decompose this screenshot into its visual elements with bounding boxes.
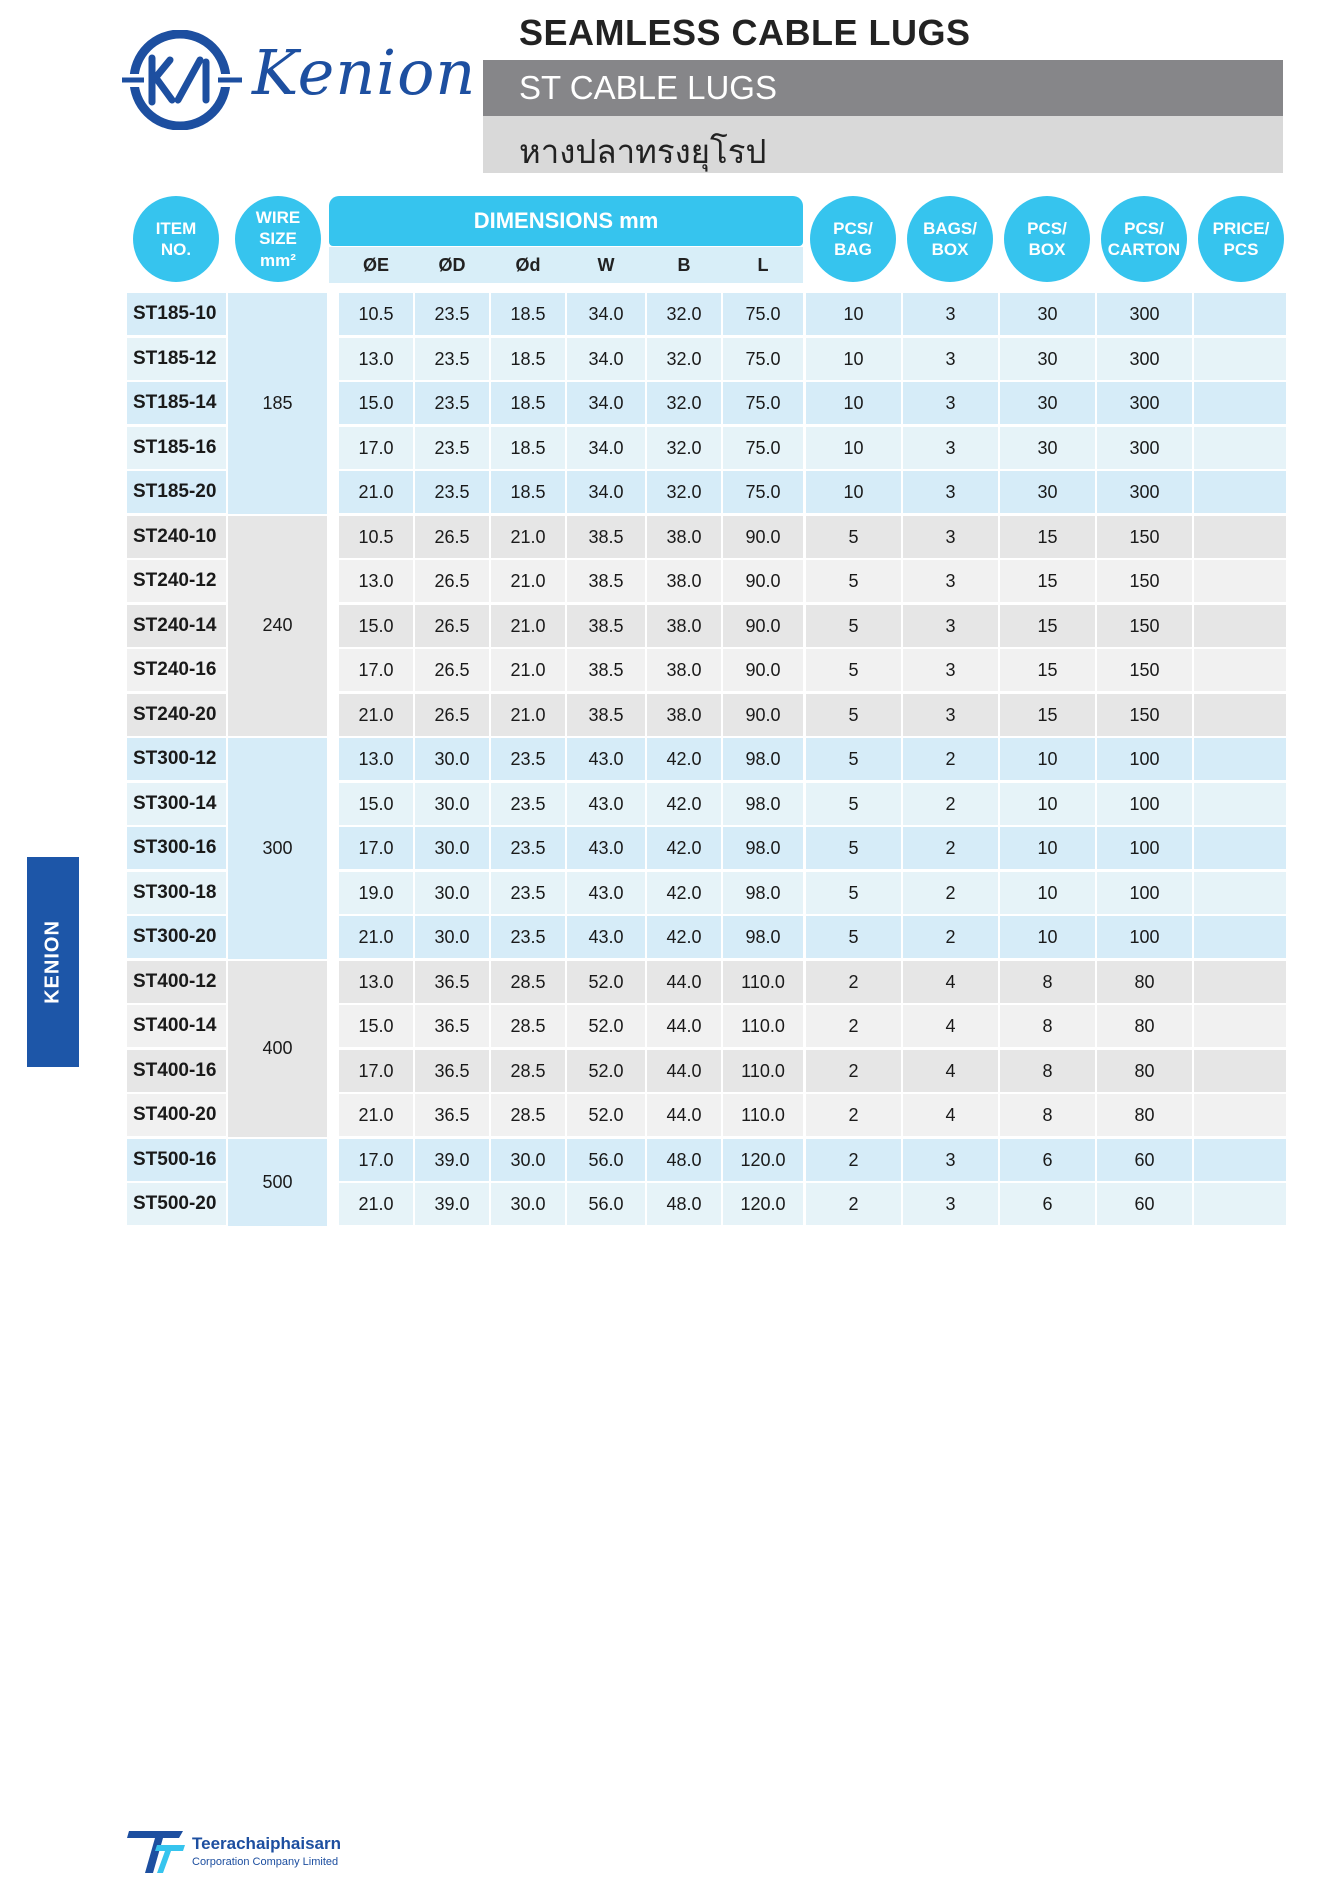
item-no-cell: ST500-20 <box>127 1183 226 1225</box>
table-cell: 3 <box>903 694 998 736</box>
table-cell: 8 <box>1000 1005 1095 1047</box>
table-cell: 30.0 <box>491 1139 565 1181</box>
table-cell: 2 <box>806 1050 901 1092</box>
table-cell: 3 <box>903 560 998 602</box>
table-cell: 39.0 <box>415 1183 489 1225</box>
table-cell: 42.0 <box>647 872 721 914</box>
table-cell: 300 <box>1097 382 1192 424</box>
table-cell: 5 <box>806 916 901 958</box>
table-cell: 32.0 <box>647 338 721 380</box>
table-cell: 10 <box>806 427 901 469</box>
table-cell: 98.0 <box>723 827 803 869</box>
table-cell: 36.5 <box>415 1094 489 1136</box>
table-cell: 18.5 <box>491 471 565 513</box>
table-cell: 26.5 <box>415 560 489 602</box>
table-cell: 3 <box>903 471 998 513</box>
table-cell: 17.0 <box>339 827 413 869</box>
table-cell: 98.0 <box>723 738 803 780</box>
table-cell: 30 <box>1000 338 1095 380</box>
table-cell: 2 <box>806 1183 901 1225</box>
header-bags-box: BAGS/ BOX <box>907 196 993 282</box>
price-cell <box>1194 1094 1286 1136</box>
table-cell: 42.0 <box>647 916 721 958</box>
table-cell: 150 <box>1097 560 1192 602</box>
item-no-cell: ST400-16 <box>127 1050 226 1092</box>
table-cell: 26.5 <box>415 694 489 736</box>
header-dimensions: DIMENSIONS mm <box>329 196 803 246</box>
table-cell: 110.0 <box>723 1050 803 1092</box>
item-no-cell: ST400-12 <box>127 961 226 1003</box>
table-cell: 21.0 <box>491 560 565 602</box>
table-cell: 15 <box>1000 560 1095 602</box>
price-cell <box>1194 382 1286 424</box>
table-cell: 21.0 <box>491 649 565 691</box>
table-cell: 44.0 <box>647 961 721 1003</box>
table-cell: 120.0 <box>723 1139 803 1181</box>
table-cell: 10 <box>806 293 901 335</box>
table-cell: 26.5 <box>415 516 489 558</box>
table-cell: 2 <box>806 1094 901 1136</box>
table-cell: 2 <box>903 738 998 780</box>
table-cell: 30 <box>1000 293 1095 335</box>
price-cell <box>1194 694 1286 736</box>
table-cell: 98.0 <box>723 783 803 825</box>
table-cell: 2 <box>903 827 998 869</box>
table-cell: 3 <box>903 1183 998 1225</box>
table-cell: 30.0 <box>415 783 489 825</box>
table-cell: 21.0 <box>339 1094 413 1136</box>
table-cell: 48.0 <box>647 1139 721 1181</box>
table-cell: 150 <box>1097 516 1192 558</box>
table-cell: 90.0 <box>723 516 803 558</box>
table-cell: 3 <box>903 293 998 335</box>
table-cell: 56.0 <box>567 1183 645 1225</box>
price-cell <box>1194 338 1286 380</box>
price-cell <box>1194 516 1286 558</box>
table-cell: 30.0 <box>415 872 489 914</box>
table-cell: 30.0 <box>415 827 489 869</box>
table-cell: 17.0 <box>339 1050 413 1092</box>
table-cell: 18.5 <box>491 427 565 469</box>
item-no-cell: ST185-14 <box>127 382 226 424</box>
teerachaiphaisarn-logo-icon <box>127 1825 187 1875</box>
table-cell: 6 <box>1000 1183 1095 1225</box>
table-cell: 5 <box>806 827 901 869</box>
table-cell: 98.0 <box>723 872 803 914</box>
price-cell <box>1194 1050 1286 1092</box>
table-cell: 13.0 <box>339 338 413 380</box>
table-cell: 300 <box>1097 338 1192 380</box>
table-cell: 23.5 <box>491 916 565 958</box>
item-no-cell: ST300-12 <box>127 738 226 780</box>
table-cell: 28.5 <box>491 1050 565 1092</box>
table-cell: 90.0 <box>723 605 803 647</box>
table-cell: 3 <box>903 427 998 469</box>
table-cell: 2 <box>903 783 998 825</box>
table-cell: 10 <box>806 471 901 513</box>
table-cell: 38.0 <box>647 694 721 736</box>
table-cell: 52.0 <box>567 1005 645 1047</box>
table-cell: 23.5 <box>491 827 565 869</box>
table-cell: 75.0 <box>723 427 803 469</box>
table-cell: 100 <box>1097 872 1192 914</box>
table-cell: 10.5 <box>339 293 413 335</box>
table-cell: 4 <box>903 1005 998 1047</box>
table-cell: 17.0 <box>339 1139 413 1181</box>
price-cell <box>1194 1139 1286 1181</box>
price-cell <box>1194 649 1286 691</box>
table-cell: 3 <box>903 1139 998 1181</box>
price-cell <box>1194 560 1286 602</box>
dim-subheader: ØD <box>438 255 466 275</box>
table-cell: 3 <box>903 649 998 691</box>
dim-subheader: ØE <box>362 255 389 275</box>
table-cell: 39.0 <box>415 1139 489 1181</box>
table-cell: 8 <box>1000 1094 1095 1136</box>
table-cell: 18.5 <box>491 338 565 380</box>
kenion-logo <box>122 30 482 130</box>
table-cell: 26.5 <box>415 605 489 647</box>
table-cell: 6 <box>1000 1139 1095 1181</box>
table-cell: 52.0 <box>567 961 645 1003</box>
table-cell: 38.0 <box>647 649 721 691</box>
table-cell: 10 <box>1000 738 1095 780</box>
table-cell: 42.0 <box>647 783 721 825</box>
table-cell: 23.5 <box>415 382 489 424</box>
table-cell: 5 <box>806 605 901 647</box>
table-cell: 38.5 <box>567 649 645 691</box>
table-cell: 2 <box>903 916 998 958</box>
table-cell: 43.0 <box>567 738 645 780</box>
table-cell: 5 <box>806 783 901 825</box>
table-cell: 38.5 <box>567 560 645 602</box>
thai-subtitle-band <box>483 116 1283 173</box>
table-cell: 34.0 <box>567 471 645 513</box>
header-price-pcs: PRICE/ PCS <box>1198 196 1284 282</box>
table-cell: 21.0 <box>339 916 413 958</box>
table-cell: 150 <box>1097 694 1192 736</box>
price-cell <box>1194 1183 1286 1225</box>
table-cell: 2 <box>806 1005 901 1047</box>
side-tab <box>27 857 79 1067</box>
price-cell <box>1194 827 1286 869</box>
item-no-cell: ST240-16 <box>127 649 226 691</box>
table-cell: 15.0 <box>339 1005 413 1047</box>
table-cell: 52.0 <box>567 1094 645 1136</box>
subtitle: ST CABLE LUGS <box>519 69 777 106</box>
table-cell: 48.0 <box>647 1183 721 1225</box>
price-cell <box>1194 783 1286 825</box>
price-cell <box>1194 1005 1286 1047</box>
table-cell: 23.5 <box>415 338 489 380</box>
table-cell: 90.0 <box>723 649 803 691</box>
table-cell: 110.0 <box>723 1005 803 1047</box>
wire-size-cell: 300 <box>228 738 327 959</box>
kenion-emblem-icon <box>122 30 242 130</box>
header-pcs-carton: PCS/ CARTON <box>1101 196 1187 282</box>
table-cell: 120.0 <box>723 1183 803 1225</box>
table-cell: 38.0 <box>647 605 721 647</box>
table-cell: 10 <box>1000 783 1095 825</box>
table-cell: 21.0 <box>339 694 413 736</box>
table-cell: 21.0 <box>491 694 565 736</box>
table-cell: 80 <box>1097 1094 1192 1136</box>
table-cell: 32.0 <box>647 382 721 424</box>
table-cell: 100 <box>1097 827 1192 869</box>
item-no-cell: ST300-18 <box>127 872 226 914</box>
table-cell: 30 <box>1000 382 1095 424</box>
table-cell: 44.0 <box>647 1050 721 1092</box>
table-cell: 23.5 <box>491 872 565 914</box>
table-cell: 43.0 <box>567 827 645 869</box>
table-cell: 28.5 <box>491 961 565 1003</box>
table-cell: 5 <box>806 560 901 602</box>
item-no-cell: ST300-14 <box>127 783 226 825</box>
table-cell: 110.0 <box>723 1094 803 1136</box>
table-cell: 10.5 <box>339 516 413 558</box>
table-cell: 34.0 <box>567 338 645 380</box>
item-no-cell: ST185-12 <box>127 338 226 380</box>
table-cell: 10 <box>806 382 901 424</box>
item-no-cell: ST240-10 <box>127 516 226 558</box>
table-cell: 75.0 <box>723 471 803 513</box>
dim-subheader: B <box>677 255 691 275</box>
page-title: SEAMLESS CABLE LUGS <box>519 12 971 53</box>
table-cell: 300 <box>1097 471 1192 513</box>
table-cell: 100 <box>1097 783 1192 825</box>
table-cell: 98.0 <box>723 916 803 958</box>
item-no-cell: ST240-14 <box>127 605 226 647</box>
item-no-cell: ST185-20 <box>127 471 226 513</box>
table-cell: 300 <box>1097 427 1192 469</box>
table-cell: 38.5 <box>567 516 645 558</box>
table-cell: 90.0 <box>723 694 803 736</box>
table-cell: 17.0 <box>339 649 413 691</box>
table-cell: 56.0 <box>567 1139 645 1181</box>
header-wire-size: WIRE SIZE mm² <box>235 196 321 282</box>
table-cell: 10 <box>806 338 901 380</box>
table-cell: 4 <box>903 1050 998 1092</box>
table-cell: 23.5 <box>415 471 489 513</box>
table-cell: 3 <box>903 382 998 424</box>
table-cell: 23.5 <box>491 783 565 825</box>
table-cell: 3 <box>903 605 998 647</box>
table-cell: 23.5 <box>415 293 489 335</box>
table-cell: 100 <box>1097 738 1192 780</box>
price-cell <box>1194 738 1286 780</box>
table-cell: 3 <box>903 338 998 380</box>
table-cell: 44.0 <box>647 1005 721 1047</box>
wire-size-cell: 400 <box>228 961 327 1137</box>
item-no-cell: ST400-20 <box>127 1094 226 1136</box>
table-cell: 43.0 <box>567 872 645 914</box>
table-cell: 3 <box>903 516 998 558</box>
table-cell: 19.0 <box>339 872 413 914</box>
price-cell <box>1194 605 1286 647</box>
table-cell: 150 <box>1097 605 1192 647</box>
dim-subheader: L <box>757 255 769 275</box>
table-cell: 5 <box>806 516 901 558</box>
dim-subheader: W <box>597 255 615 275</box>
table-cell: 15.0 <box>339 605 413 647</box>
table-cell: 8 <box>1000 961 1095 1003</box>
table-cell: 110.0 <box>723 961 803 1003</box>
price-cell <box>1194 872 1286 914</box>
item-no-cell: ST300-16 <box>127 827 226 869</box>
table-cell: 21.0 <box>339 1183 413 1225</box>
table-cell: 28.5 <box>491 1005 565 1047</box>
table-cell: 60 <box>1097 1183 1192 1225</box>
side-tab-label: KENION <box>41 920 64 1004</box>
table-cell: 21.0 <box>491 516 565 558</box>
table-cell: 8 <box>1000 1050 1095 1092</box>
dim-subheader: Ød <box>515 255 541 275</box>
table-cell: 36.5 <box>415 961 489 1003</box>
company-name: Teerachaiphaisarn <box>192 1834 341 1853</box>
item-no-cell: ST400-14 <box>127 1005 226 1047</box>
item-no-cell: ST240-20 <box>127 694 226 736</box>
header-pcs-bag: PCS/ BAG <box>810 196 896 282</box>
table-cell: 42.0 <box>647 738 721 780</box>
table-cell: 10 <box>1000 872 1095 914</box>
table-cell: 15 <box>1000 605 1095 647</box>
table-cell: 36.5 <box>415 1005 489 1047</box>
wire-size-cell: 500 <box>228 1139 327 1226</box>
header-pcs-box: PCS/ BOX <box>1004 196 1090 282</box>
table-cell: 17.0 <box>339 427 413 469</box>
table-cell: 4 <box>903 961 998 1003</box>
price-cell <box>1194 916 1286 958</box>
table-cell: 15.0 <box>339 382 413 424</box>
item-no-cell: ST185-16 <box>127 427 226 469</box>
table-cell: 10 <box>1000 827 1095 869</box>
item-no-cell: ST500-16 <box>127 1139 226 1181</box>
table-cell: 4 <box>903 1094 998 1136</box>
table-cell: 30 <box>1000 427 1095 469</box>
table-cell: 52.0 <box>567 1050 645 1092</box>
table-cell: 5 <box>806 649 901 691</box>
table-cell: 80 <box>1097 1005 1192 1047</box>
table-cell: 2 <box>806 961 901 1003</box>
price-cell <box>1194 293 1286 335</box>
table-cell: 28.5 <box>491 1094 565 1136</box>
header-item-no: ITEM NO. <box>133 196 219 282</box>
table-cell: 75.0 <box>723 382 803 424</box>
table-cell: 38.0 <box>647 560 721 602</box>
table-cell: 18.5 <box>491 382 565 424</box>
table-cell: 30 <box>1000 471 1095 513</box>
table-cell: 2 <box>903 872 998 914</box>
thai-subtitle: หางปลาทรงยุโรป <box>519 133 767 170</box>
price-cell <box>1194 427 1286 469</box>
table-cell: 15 <box>1000 694 1095 736</box>
table-cell: 80 <box>1097 961 1192 1003</box>
table-cell: 5 <box>806 694 901 736</box>
table-cell: 23.5 <box>415 427 489 469</box>
table-cell: 75.0 <box>723 293 803 335</box>
table-cell: 21.0 <box>339 471 413 513</box>
table-cell: 38.0 <box>647 516 721 558</box>
table-cell: 23.5 <box>491 738 565 780</box>
table-cell: 2 <box>806 1139 901 1181</box>
brand-name: Kenion <box>252 36 477 109</box>
table-cell: 38.5 <box>567 605 645 647</box>
table-cell: 60 <box>1097 1139 1192 1181</box>
table-cell: 34.0 <box>567 427 645 469</box>
table-cell: 38.5 <box>567 694 645 736</box>
table-cell: 43.0 <box>567 916 645 958</box>
table-cell: 30.0 <box>415 738 489 780</box>
table-cell: 5 <box>806 872 901 914</box>
item-no-cell: ST185-10 <box>127 293 226 335</box>
table-cell: 10 <box>1000 916 1095 958</box>
table-cell: 34.0 <box>567 382 645 424</box>
wire-size-cell: 240 <box>228 516 327 737</box>
table-cell: 13.0 <box>339 560 413 602</box>
table-cell: 100 <box>1097 916 1192 958</box>
table-cell: 32.0 <box>647 293 721 335</box>
table-cell: 32.0 <box>647 427 721 469</box>
table-cell: 26.5 <box>415 649 489 691</box>
table-cell: 36.5 <box>415 1050 489 1092</box>
table-cell: 42.0 <box>647 827 721 869</box>
item-no-cell: ST240-12 <box>127 560 226 602</box>
table-cell: 300 <box>1097 293 1192 335</box>
table-cell: 13.0 <box>339 738 413 780</box>
table-cell: 5 <box>806 738 901 780</box>
table-cell: 30.0 <box>415 916 489 958</box>
price-cell <box>1194 961 1286 1003</box>
table-cell: 75.0 <box>723 338 803 380</box>
table-cell: 21.0 <box>491 605 565 647</box>
subtitle-band <box>483 60 1283 116</box>
table-cell: 13.0 <box>339 961 413 1003</box>
table-cell: 18.5 <box>491 293 565 335</box>
wire-size-cell: 185 <box>228 293 327 514</box>
table-cell: 150 <box>1097 649 1192 691</box>
table-cell: 15 <box>1000 649 1095 691</box>
table-cell: 80 <box>1097 1050 1192 1092</box>
price-cell <box>1194 471 1286 513</box>
table-cell: 44.0 <box>647 1094 721 1136</box>
table-cell: 43.0 <box>567 783 645 825</box>
item-no-cell: ST300-20 <box>127 916 226 958</box>
table-cell: 32.0 <box>647 471 721 513</box>
table-cell: 15 <box>1000 516 1095 558</box>
table-cell: 34.0 <box>567 293 645 335</box>
table-cell: 90.0 <box>723 560 803 602</box>
company-subtitle: Corporation Company Limited <box>192 1856 339 1868</box>
table-cell: 30.0 <box>491 1183 565 1225</box>
table-cell: 15.0 <box>339 783 413 825</box>
